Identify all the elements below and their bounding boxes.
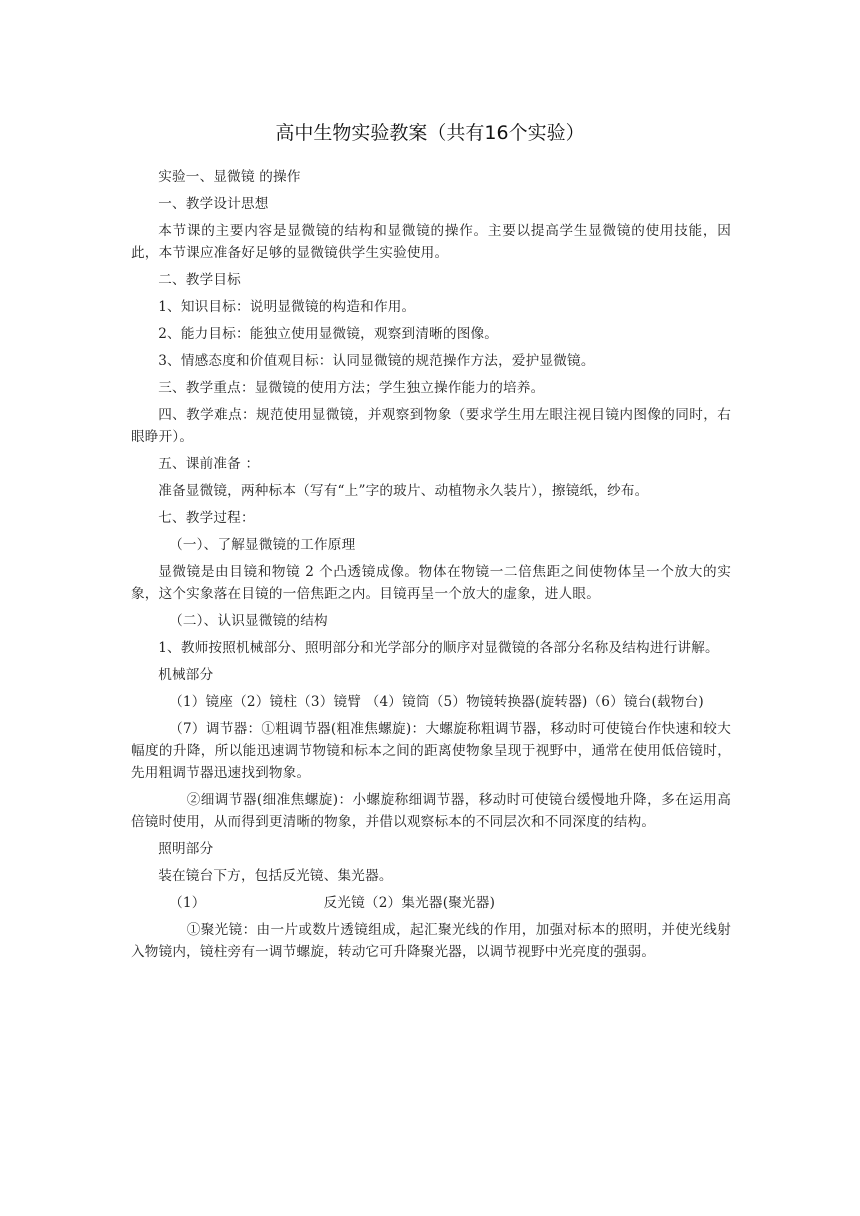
list-item: 3、情感态度和价值观目标：认同显微镜的规范操作方法，爱护显微镜。 [158, 353, 595, 369]
body-paragraph: 装在镜台下方，包括反光镜、集光器。 [158, 868, 393, 884]
body-paragraph: （7）调节器：①粗调节器(粗准焦螺旋)：大螺旋称粗调节器，移动时可使镜台作快速和较大幅度的升降，所以能迅速调节物镜和标本之间的距离使物象呈现于视野中，通常在使用低倍镜时，先用粗调节器迅速找到物象。 [131, 721, 731, 781]
parts-list-number: （1） [169, 895, 206, 911]
section-heading: 三、教学重点：显微镜的使用方法；学生独立操作能力的培养。 [158, 380, 545, 396]
subsection-heading: （一）、了解显微镜的工作原理 [169, 537, 356, 553]
section-heading: 七、教学过程： [158, 510, 255, 526]
body-paragraph: 1、教师按照机械部分、照明部分和光学部分的顺序对显微镜的各部分名称及结构进行讲解。 [158, 640, 719, 656]
part-heading: 照明部分 [158, 841, 214, 857]
body-paragraph: 显微镜是由目镜和物镜 2 个凸透镜成像。物体在物镜一二倍焦距之间使物体呈一个放大的实象，这个实象落在目镜的一倍焦距之内。目镜再呈一个放大的虚象，进人眼。 [131, 564, 731, 602]
section-heading: 五、课前准备 ： [158, 456, 260, 472]
parts-list [131, 892, 731, 914]
parts-list: （1）镜座（2）镜柱（3）镜臂 （4）镜筒（5）物镜转换器(旋转器)（6）镜台(载物台) [169, 694, 704, 710]
section-heading: 二、教学目标 [158, 272, 241, 288]
body-paragraph: ①聚光镜：由一片或数片透镜组成，起汇聚光线的作用，加强对标本的照明，并使光线射入物镜内，镜柱旁有一调节螺旋，转动它可升降聚光器，以调节视野中光亮度的强弱。 [131, 922, 731, 960]
parts-list-text: 反光镜（2）集光器(聚光器) [323, 895, 496, 911]
body-paragraph: 本节课的主要内容是显微镜的结构和显微镜的操作。主要以提高学生显微镜的使用技能，因此，本节课应准备好足够的显微镜供学生实验使用。 [131, 223, 731, 261]
body-paragraph: ②细调节器(细准焦螺旋)：小螺旋称细调节器，移动时可使镜台缓慢地升降，多在运用高倍镜时使用，从而得到更清晰的物象，并借以观察标本的不同层次和不同深度的结构。 [131, 792, 731, 830]
document-title: 高中生物实验教案（共有16个实验） [275, 122, 585, 144]
section-heading: 四、教学难点：规范使用显微镜，并观察到物象（要求学生用左眼注视目镜内图像的同时，右眼睁开）。 [131, 407, 731, 445]
list-item: 2、能力目标：能独立使用显微镜，观察到清晰的图像。 [158, 326, 499, 342]
section-heading: 一、教学设计思想 [158, 196, 269, 212]
body-paragraph: 准备显微镜，两种标本（写有“上”字的玻片、动植物永久装片），擦镜纸，纱布。 [158, 483, 649, 499]
list-item: 1、知识目标：说明显微镜的构造和作用。 [158, 299, 416, 315]
document-body [131, 166, 731, 968]
subsection-heading: （二）、认识显微镜的结构 [169, 613, 328, 629]
part-heading: 机械部分 [158, 667, 214, 683]
experiment-heading: 实验一、显微镜 的操作 [158, 169, 301, 185]
